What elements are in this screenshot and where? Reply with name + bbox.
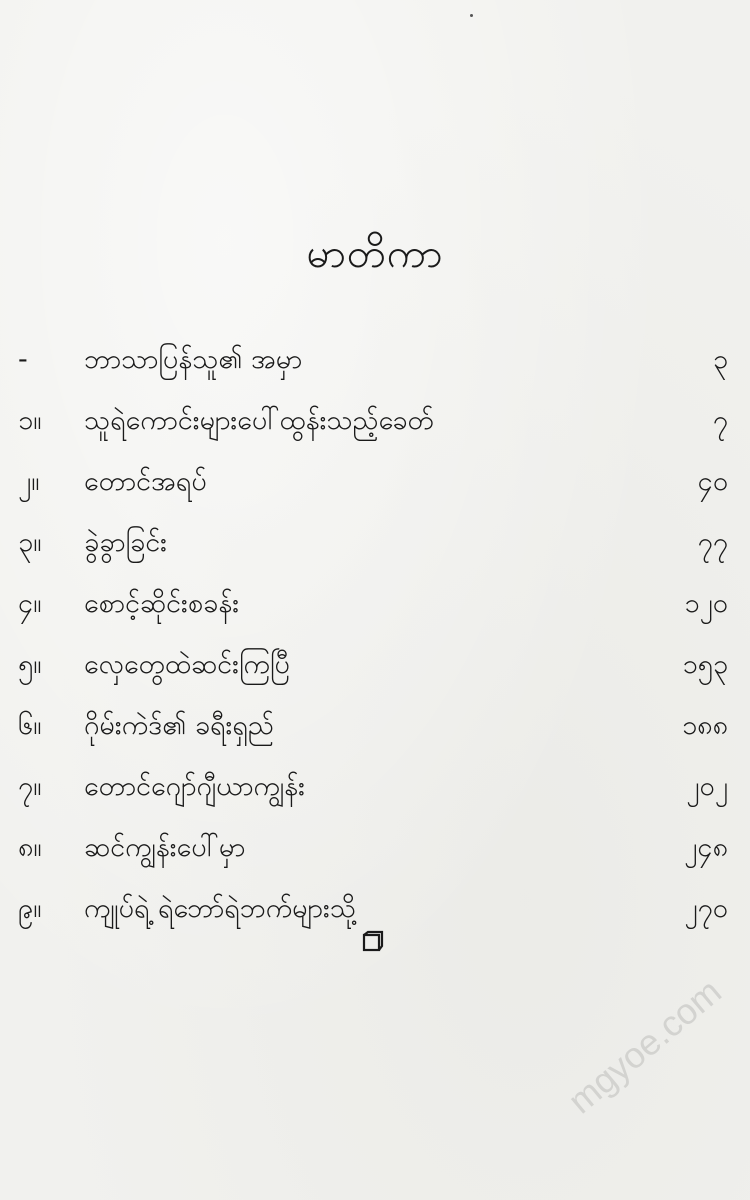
toc-entry-page: ၁၅၃ (682, 649, 728, 680)
toc-entry (0, 584, 750, 645)
toc-entry (0, 645, 750, 706)
toc-entry-number: ၃။ (18, 527, 42, 558)
print-speck (470, 14, 473, 17)
toc-entry-title: ဘာသာပြန်သူ၏ အမှာ (84, 344, 303, 375)
toc-entry (0, 401, 750, 462)
toc-entry-number: - (18, 344, 28, 375)
toc-entry (0, 340, 750, 401)
toc-entry (0, 706, 750, 767)
toc-entry-title: လှေတွေထဲဆင်းကြပြီ (84, 649, 290, 680)
toc-entry-number: ၅။ (18, 649, 42, 680)
toc-entry-title: စောင့်ဆိုင်းစခန်း (84, 588, 240, 619)
toc-entry-number: ၆။ (18, 710, 42, 741)
toc-entry-number: ၈။ (18, 832, 42, 863)
toc-entry-page: ၂၀၂ (686, 771, 728, 802)
toc-entry-title: ကျုပ်ရဲ့ ရဲဘော်ရဲဘက်များသို့ (84, 893, 356, 924)
toc-entry-title: ခွဲခွာခြင်း (84, 527, 168, 558)
toc-entry-number: ၉။ (18, 893, 42, 924)
toc-entry-page: ၄၀ (697, 466, 728, 497)
toc-entry-title: တောင်အရပ် (84, 466, 207, 497)
toc-entry-title: ဆင်ကျွန်းပေါ်မှာ (84, 832, 246, 863)
toc-entry-title: သူရဲကောင်းများပေါ်ထွန်းသည့်ခေတ် (84, 405, 434, 436)
table-of-contents (0, 340, 750, 950)
toc-entry-page: ၃ (712, 344, 728, 375)
toc-entry-title: တောင်ဂျော်ဂျီယာကျွန်း (84, 771, 306, 802)
toc-entry-number: ၂။ (18, 466, 40, 497)
toc-entry (0, 523, 750, 584)
toc-entry (0, 462, 750, 523)
toc-entry-number: ၄။ (18, 588, 42, 619)
toc-entry-number: ၇။ (18, 771, 42, 802)
toc-entry-page: ၇ (712, 405, 728, 436)
toc-entry-page: ၂၄၈ (684, 832, 728, 863)
toc-entry (0, 767, 750, 828)
toc-entry-page: ၇၇ (697, 527, 728, 558)
site-watermark: mgyoe.com (560, 970, 729, 1122)
toc-entry-page: ၁၈၈ (681, 710, 728, 741)
toc-entry-page: ၂၇၀ (684, 893, 728, 924)
toc-entry-title: ဂိုမ်းကဲဒ်၏ ခရီးရှည် (84, 710, 274, 741)
toc-entry-number: ၁။ (18, 405, 42, 436)
square-end-mark-icon (362, 930, 384, 952)
page-title: မာတိကာ (306, 231, 444, 277)
toc-entry (0, 828, 750, 889)
toc-entry-page: ၁၂၀ (684, 588, 728, 619)
